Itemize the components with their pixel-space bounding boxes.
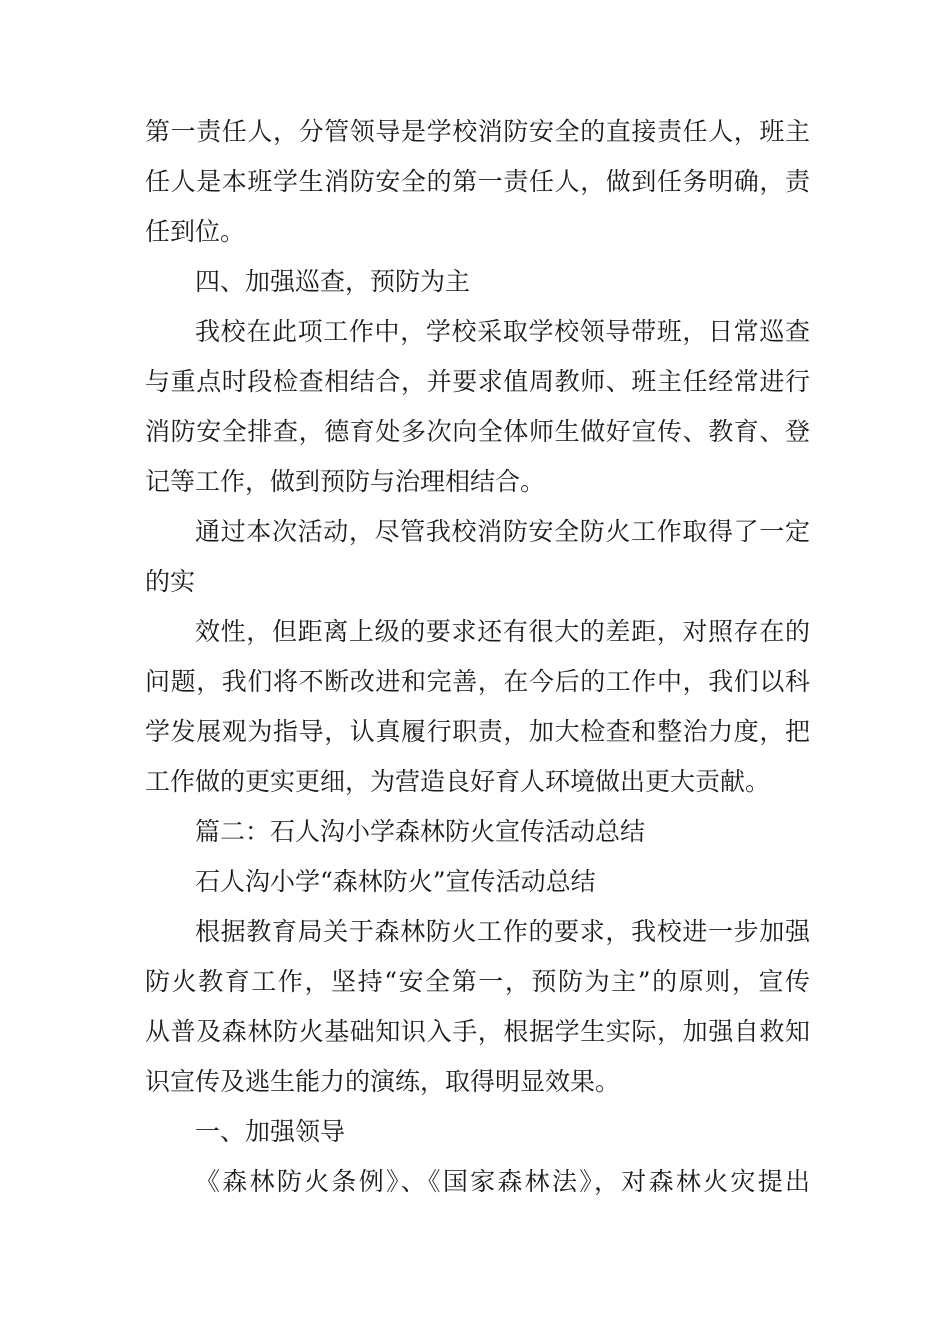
text-line: 消防安全排查，德育处多次向全体师生做好宣传、教育、登 [145,417,810,446]
text-line: 效性，但距离上级的要求还有很大的差距，对照存在的 [195,617,810,646]
text-line: 学发展观为指导，认真履行职责，加大检查和整治力度，把 [145,717,810,746]
text-line: 的实 [145,567,196,596]
section-heading: 篇二：石人沟小学森林防火宣传活动总结 [195,817,646,846]
text-line: 任人是本班学生消防安全的第一责任人，做到任务明确，责 [145,167,810,196]
text-line: 通过本次活动，尽管我校消防安全防火工作取得了一定 [195,517,810,546]
text-line: 防火教育工作，坚持“安全第一，预防为主”的原则，宣传 [145,967,810,996]
text-line: 与重点时段检查相结合，并要求值周教师、班主任经常进行 [145,367,810,396]
text-line: 从普及森林防火基础知识入手，根据学生实际，加强自救知 [145,1017,810,1046]
text-line: 根据教育局关于森林防火工作的要求，我校进一步加强 [195,917,810,946]
section-heading: 四、加强巡查，预防为主 [195,267,471,296]
text-line: 任到位。 [145,217,246,246]
document-title: 石人沟小学“森林防火”宣传活动总结 [195,867,596,896]
text-line: 我校在此项工作中，学校采取学校领导带班，日常巡查 [195,317,810,346]
section-heading: 一、加强领导 [195,1117,346,1146]
text-line: 记等工作，做到预防与治理相结合。 [145,467,546,496]
text-line: 识宣传及逃生能力的演练，取得明显效果。 [145,1067,621,1096]
text-line: 《森林防火条例》、《国家森林法》，对森林火灾提出 [195,1167,810,1196]
text-line: 问题，我们将不断改进和完善，在今后的工作中，我们以科 [145,667,810,696]
text-line: 第一责任人，分管领导是学校消防安全的直接责任人，班主 [145,117,810,146]
text-line: 工作做的更实更细，为营造良好育人环境做出更大贡献。 [145,767,771,796]
